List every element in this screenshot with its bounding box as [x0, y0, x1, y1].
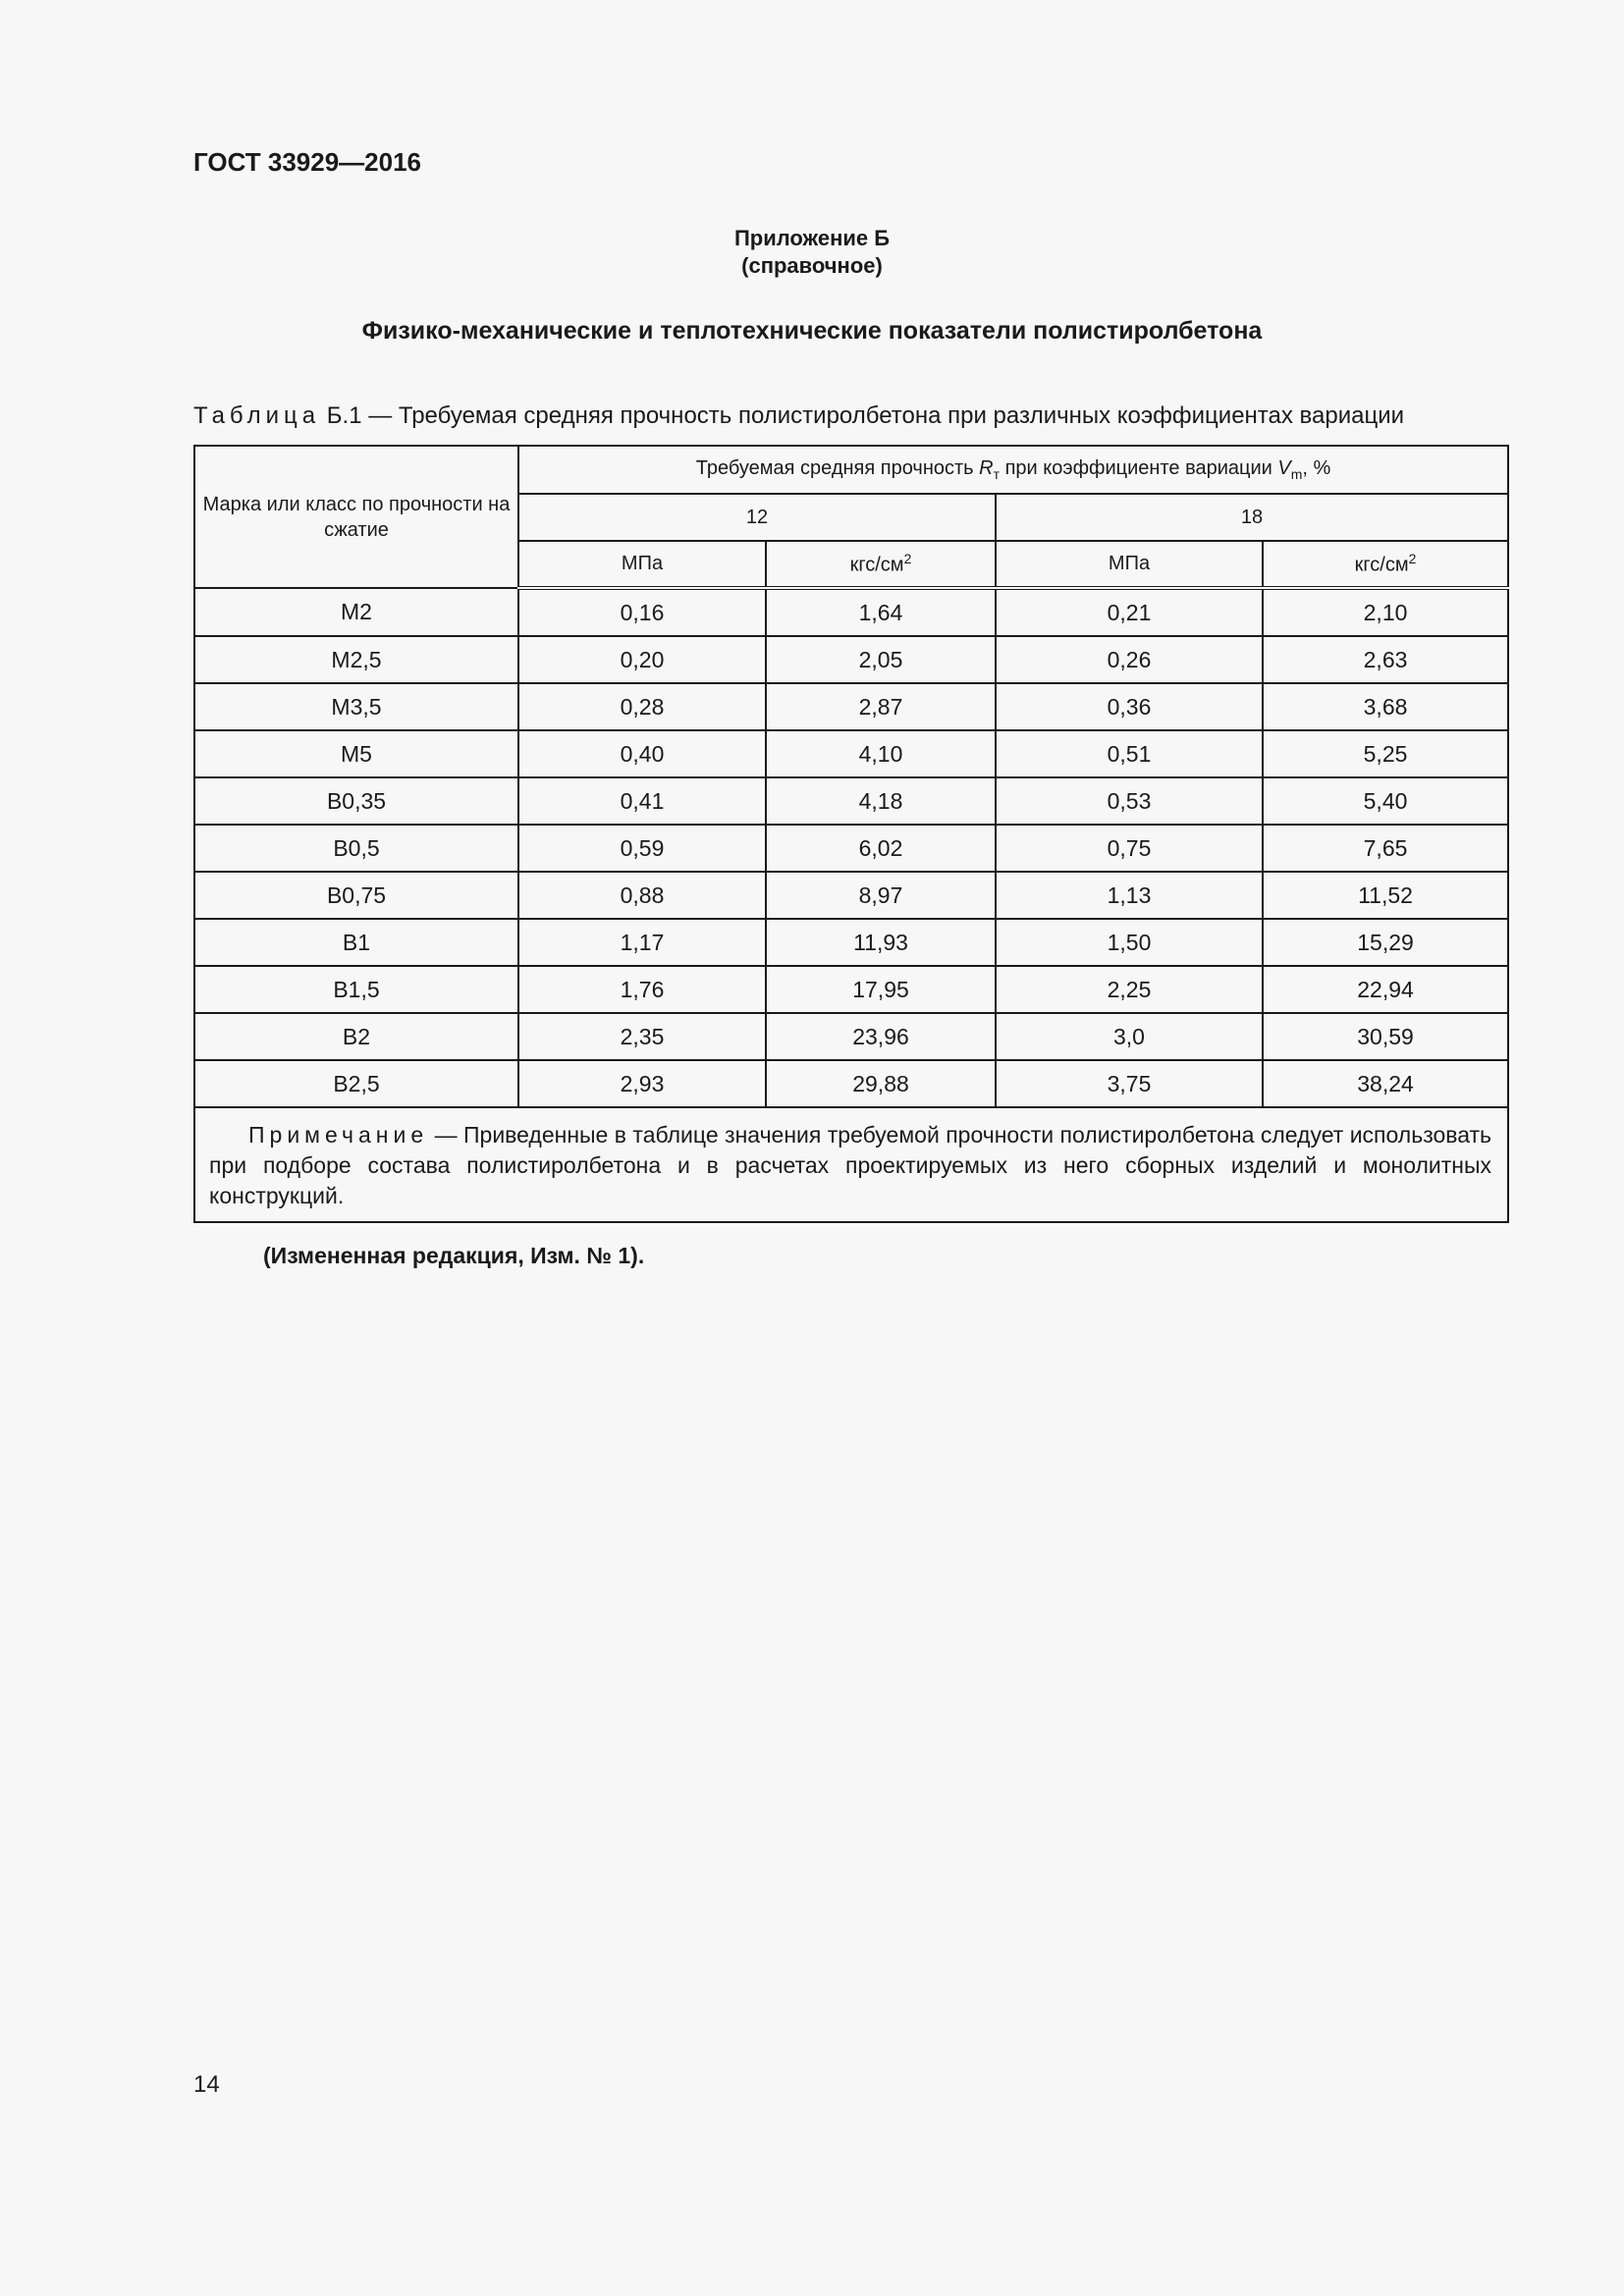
table-row [194, 872, 1508, 919]
group-header-mid: при коэффициенте вариации [1004, 457, 1272, 479]
v12-mpa-cell: 0,88 [518, 872, 766, 919]
symbol-r-sub: т [993, 466, 1001, 482]
grade-cell: В0,5 [194, 825, 518, 872]
v18-mpa-cell: 3,0 [996, 1013, 1263, 1060]
v18-kgf-cell: 5,40 [1263, 777, 1508, 825]
unit-kgf-text: кгс/см [1354, 554, 1409, 576]
v18-mpa-cell: 2,25 [996, 966, 1263, 1013]
v12-kgf-cell: 4,10 [766, 730, 996, 777]
v18-kgf-cell: 7,65 [1263, 825, 1508, 872]
grade-cell: В1,5 [194, 966, 518, 1013]
note-label: Примечание [248, 1122, 429, 1148]
v18-mpa-cell: 1,13 [996, 872, 1263, 919]
v12-kgf-cell: 4,18 [766, 777, 996, 825]
unit-mpa-12: МПа [518, 541, 766, 588]
v18-kgf-cell: 22,94 [1263, 966, 1508, 1013]
grade-cell: В0,75 [194, 872, 518, 919]
strength-table [193, 445, 1509, 1223]
v18-kgf-cell: 30,59 [1263, 1013, 1508, 1060]
v12-kgf-cell: 2,05 [766, 636, 996, 683]
v12-kgf-cell: 8,97 [766, 872, 996, 919]
v18-kgf-cell: 2,63 [1263, 636, 1508, 683]
v18-kgf-cell: 38,24 [1263, 1060, 1508, 1107]
grade-cell: В2,5 [194, 1060, 518, 1107]
v18-mpa-cell: 3,75 [996, 1060, 1263, 1107]
variation-18-header: 18 [996, 494, 1508, 541]
table-caption-label: Таблица [193, 402, 321, 429]
v18-kgf-cell: 2,10 [1263, 588, 1508, 636]
v18-mpa-cell: 0,36 [996, 683, 1263, 730]
appendix-heading [0, 225, 1624, 280]
v12-mpa-cell: 0,28 [518, 683, 766, 730]
v18-kgf-cell: 3,68 [1263, 683, 1508, 730]
grade-cell: М3,5 [194, 683, 518, 730]
unit-kgf-sup: 2 [903, 551, 912, 567]
symbol-v: V [1277, 457, 1291, 479]
table-row [194, 1060, 1508, 1107]
v12-mpa-cell: 1,17 [518, 919, 766, 966]
v12-kgf-cell: 2,87 [766, 683, 996, 730]
document-code: ГОСТ 33929—2016 [193, 147, 421, 177]
v18-mpa-cell: 1,50 [996, 919, 1263, 966]
v12-mpa-cell: 0,40 [518, 730, 766, 777]
variation-12-header: 12 [518, 494, 996, 541]
note-row [194, 1107, 1508, 1222]
required-strength-header [518, 446, 1508, 494]
v12-mpa-cell: 0,59 [518, 825, 766, 872]
unit-kgf-12 [766, 541, 996, 588]
v18-kgf-cell: 5,25 [1263, 730, 1508, 777]
v12-kgf-cell: 23,96 [766, 1013, 996, 1060]
appendix-note: (справочное) [741, 253, 883, 278]
grade-cell: М2 [194, 588, 518, 636]
v12-mpa-cell: 0,41 [518, 777, 766, 825]
grade-header: Марка или класс по прочности на сжатие [194, 446, 518, 588]
v18-mpa-cell: 0,21 [996, 588, 1263, 636]
header-row-1 [194, 446, 1508, 494]
amendment-note: (Измененная редакция, Изм. № 1). [263, 1243, 645, 1268]
unit-kgf-18 [1263, 541, 1508, 588]
table-row [194, 683, 1508, 730]
v12-mpa-cell: 2,93 [518, 1060, 766, 1107]
table-row [194, 919, 1508, 966]
unit-kgf-text: кгс/см [849, 554, 904, 576]
table-row [194, 730, 1508, 777]
group-header-prefix: Требуемая средняя прочность [695, 457, 974, 479]
table-caption-text: Б.1 — Требуемая средняя прочность полистиролбетона при различных коэффициентах вариации [326, 402, 1405, 429]
grade-cell: В2 [194, 1013, 518, 1060]
v12-kgf-cell: 1,64 [766, 588, 996, 636]
v12-mpa-cell: 1,76 [518, 966, 766, 1013]
appendix-title: Приложение Б [733, 226, 891, 250]
v12-kgf-cell: 11,93 [766, 919, 996, 966]
group-header-suffix: , % [1302, 457, 1331, 479]
grade-cell: М5 [194, 730, 518, 777]
v12-kgf-cell: 17,95 [766, 966, 996, 1013]
unit-mpa-18: МПа [996, 541, 1263, 588]
v12-kgf-cell: 29,88 [766, 1060, 996, 1107]
v12-mpa-cell: 0,16 [518, 588, 766, 636]
grade-cell: В0,35 [194, 777, 518, 825]
table-row [194, 825, 1508, 872]
v12-kgf-cell: 6,02 [766, 825, 996, 872]
symbol-r: R [979, 457, 994, 479]
table-note [194, 1107, 1508, 1222]
table-row [194, 1013, 1508, 1060]
v18-mpa-cell: 0,26 [996, 636, 1263, 683]
grade-cell: М2,5 [194, 636, 518, 683]
symbol-v-sub: m [1290, 466, 1303, 482]
grade-cell: В1 [194, 919, 518, 966]
unit-kgf-sup: 2 [1408, 551, 1417, 567]
v12-mpa-cell: 2,35 [518, 1013, 766, 1060]
table-row [194, 588, 1508, 636]
v18-mpa-cell: 0,53 [996, 777, 1263, 825]
v18-kgf-cell: 15,29 [1263, 919, 1508, 966]
v18-kgf-cell: 11,52 [1263, 872, 1508, 919]
v12-mpa-cell: 0,20 [518, 636, 766, 683]
v18-mpa-cell: 0,51 [996, 730, 1263, 777]
page-number: 14 [193, 2071, 220, 2098]
table-caption [193, 402, 1404, 430]
table-row [194, 966, 1508, 1013]
section-title: Физико-механические и теплотехнические показатели полистиролбетона [361, 317, 1263, 345]
v18-mpa-cell: 0,75 [996, 825, 1263, 872]
table-row [194, 636, 1508, 683]
note-text: — Приведенные в таблице значения требуемой прочности полистиролбетона следует использовать при подборе состава полистиролбетона и в расчетах проектируемых из него сборных изделий и монолитных конструкций. [209, 1122, 1492, 1208]
table-row [194, 777, 1508, 825]
